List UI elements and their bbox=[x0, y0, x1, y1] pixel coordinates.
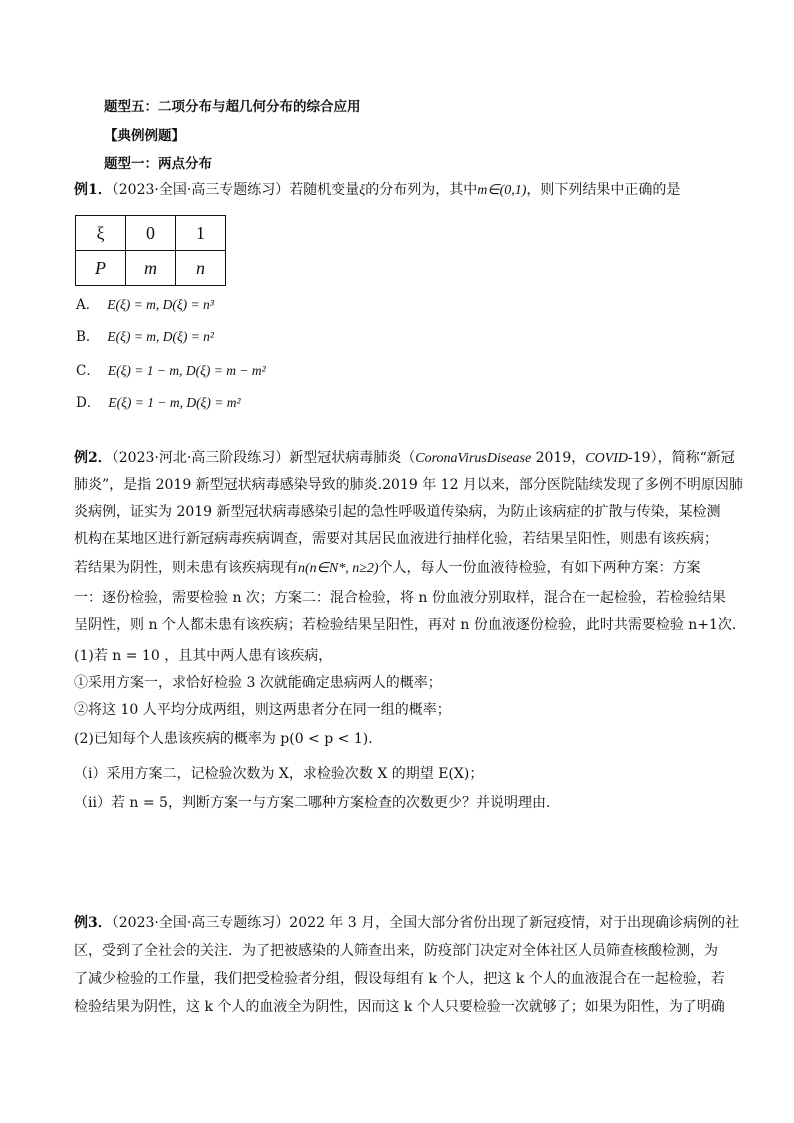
option-b[interactable] bbox=[76, 327, 214, 347]
example2-source: （2023·河北·高三阶段练习） bbox=[111, 450, 290, 466]
heading-type5: 题型五：二项分布与超几何分布的综合应用 bbox=[104, 99, 361, 115]
distribution-table bbox=[75, 215, 226, 286]
table-cell: 1 bbox=[176, 216, 226, 251]
table-row bbox=[76, 251, 226, 286]
example1-condition: m∈(0,1) bbox=[477, 183, 527, 198]
example3-line-4: 检验结果为阴性，这 k 个人的血液全为阴性，因而这 k 个人只要检验一次就够了；如果为阳性，为了明确 bbox=[74, 999, 725, 1015]
heading-typical-examples: 【典例例题】 bbox=[104, 128, 185, 144]
example2-line-2: 肺炎”，是指 2019 新型冠状病毒感染导致的肺炎.2019 年 12 月以来，部分医院陆续发现了多例不明原因肺 bbox=[74, 477, 743, 493]
example2-text: 个人，每人一份血液待检验，有如下两种方案：方案 bbox=[378, 560, 701, 576]
example2-part2: (2)已知每个人患该疾病的概率为 p(0 < p < 1). bbox=[74, 731, 373, 747]
table-cell: ξ bbox=[76, 216, 126, 251]
example2-text: 若结果为阴性，则未患有该疾病现有 bbox=[74, 560, 298, 576]
example3-line-2: 区，受到了全社会的关注．为了把被感染的人筛查出来，防疫部门决定对全体社区人员筛查核酸检测，为 bbox=[74, 943, 718, 959]
option-a[interactable] bbox=[76, 295, 214, 315]
example2-text: 2019， bbox=[531, 450, 586, 466]
example1-text-b: 的分布列为，其中 bbox=[365, 182, 478, 198]
example1-text-a: 若随机变量 bbox=[289, 182, 360, 198]
option-d[interactable] bbox=[76, 393, 241, 413]
table-row bbox=[76, 216, 226, 251]
example2-line-5 bbox=[74, 558, 724, 579]
example2-line-6: 一：逐份检验，需要检验 n 次；方案二：混合检验，将 n 份血液分别取样，混合在一起检验，若检验结果 bbox=[74, 590, 726, 606]
example2-line-4: 机构在某地区进行新冠病毒疾病调查，需要对其居民血液进行抽样化验，若结果呈阳性，则患有该疾病； bbox=[74, 531, 718, 547]
example1-text-c: ，则下列结果中正确的是 bbox=[526, 182, 681, 198]
option-formula: E(ξ) = m, D(ξ) = n² bbox=[107, 329, 214, 344]
example2-text-italic: CoronaVirusDisease bbox=[415, 451, 532, 466]
heading-type1: 题型一：两点分布 bbox=[104, 156, 212, 172]
example2-line-3: 炎病例，证实为 2019 新型冠状病毒感染引起的急性呼吸道传染病，为防止该病症的扩散与传染，某检测 bbox=[74, 504, 721, 520]
example2-line-1 bbox=[74, 448, 735, 469]
example2-part1-q2: ②将这 10 人平均分成两组，则这两患者分在同一组的概率； bbox=[74, 702, 451, 718]
option-letter: D． bbox=[76, 395, 101, 411]
example2-text: -19），简称“新冠 bbox=[628, 450, 735, 466]
table-cell: P bbox=[76, 251, 126, 286]
example2-text-italic: COVID bbox=[585, 451, 629, 466]
example1-source: （2023·全国·高三专题练习） bbox=[111, 182, 290, 198]
option-c[interactable] bbox=[76, 361, 266, 381]
example2-part1-q1: ①采用方案一，求恰好检验 3 次就能确定患病两人的概率； bbox=[74, 675, 442, 691]
example1-stem bbox=[74, 180, 724, 201]
table-cell: 0 bbox=[126, 216, 176, 251]
example2-formula: n(n∈N*, n≥2) bbox=[298, 561, 379, 576]
example3-line-1 bbox=[74, 913, 740, 933]
example3-line-3: 了减少检验的工作量，我们把受检验者分组，假设每组有 k 个人，把这 k 个人的血液混合在一起检验，若 bbox=[74, 971, 725, 987]
example2-part1: (1)若 n = 10 ，且其中两人患有该疾病， bbox=[74, 648, 333, 664]
option-letter: B． bbox=[76, 329, 100, 345]
example3-label: 例3． bbox=[74, 915, 112, 931]
example2-line-7: 呈阴性，则 n 个人都未患有该疾病；若检验结果呈阳性，再对 n 份血液逐份检验，此时共需要检验 n+1次. bbox=[74, 617, 737, 633]
option-formula: E(ξ) = 1 − m, D(ξ) = m − m² bbox=[107, 363, 266, 378]
table-cell: m bbox=[126, 251, 176, 286]
example3-text: 2022 年 3 月，全国大部分省份出现了新冠疫情，对于出现确诊病例的社 bbox=[289, 915, 740, 931]
example1-xi: ξ bbox=[359, 183, 366, 198]
option-letter: A． bbox=[76, 297, 100, 313]
table-cell: n bbox=[176, 251, 226, 286]
option-formula: E(ξ) = 1 − m, D(ξ) = m² bbox=[108, 395, 241, 410]
example2-text: 新型冠状病毒肺炎（ bbox=[289, 450, 416, 466]
example3-source: （2023·全国·高三专题练习） bbox=[111, 915, 290, 931]
example2-part2-ii: （ii）若 n = 5，判断方案一与方案二哪种方案检查的次数更少？并说明理由. bbox=[74, 795, 551, 811]
example2-part2-i: （i）采用方案二，记检验次数为 X，求检验次数 X 的期望 E(X)； bbox=[74, 766, 484, 782]
option-formula: E(ξ) = m, D(ξ) = n³ bbox=[107, 297, 214, 312]
example2-label: 例2． bbox=[74, 450, 112, 466]
option-letter: C． bbox=[76, 363, 100, 379]
example1-label: 例1． bbox=[74, 182, 112, 198]
